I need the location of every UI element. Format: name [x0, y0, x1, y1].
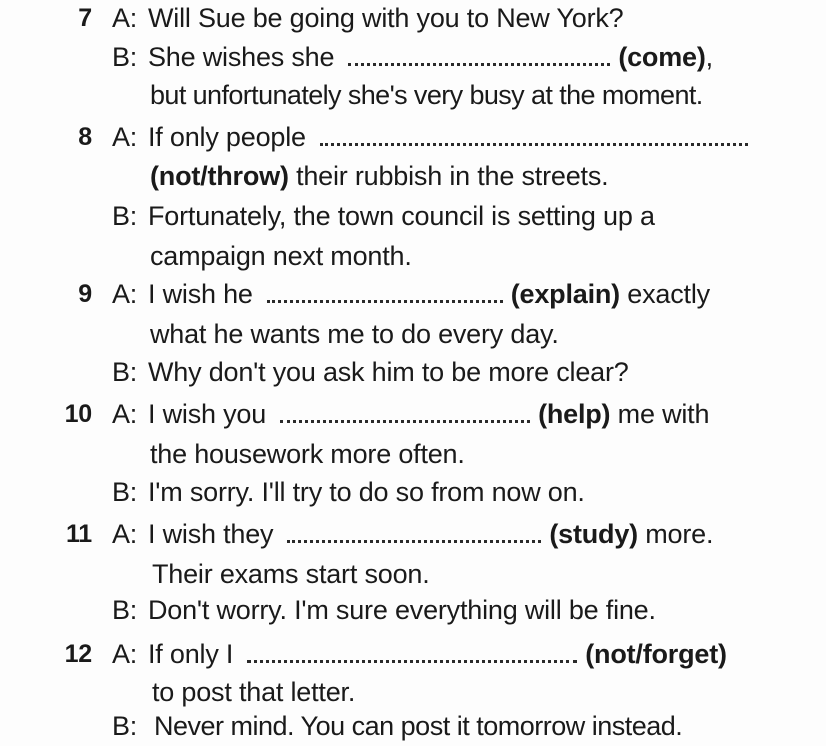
dialogue-text: Never mind. You can post it tomorrow instead. — [154, 711, 683, 741]
answer-blank[interactable] — [287, 534, 541, 543]
speaker-a-label: A: — [112, 639, 138, 669]
verb-hint: (not/forget) — [585, 639, 727, 669]
gap-sentence — [148, 121, 756, 153]
speaker-a-label: A: — [112, 279, 138, 309]
dialogue-text: I wish you — [148, 399, 267, 429]
answer-blank[interactable] — [320, 137, 748, 146]
dialogue-text: Will Sue be going with you to New York? — [148, 3, 624, 33]
speaker-a-label: A: — [112, 122, 138, 152]
speaker-b-label: B: — [112, 711, 138, 741]
dialogue-text: I wish he — [148, 279, 253, 309]
speaker-b-label: B: — [112, 595, 138, 625]
speaker-b-label: B: — [112, 42, 138, 72]
dialogue-text: their rubbish in the streets. — [296, 161, 609, 191]
gap-continuation — [150, 160, 608, 192]
dialogue-text: the housework more often. — [150, 439, 465, 469]
dialogue-text: to post that letter. — [152, 677, 356, 707]
item-number: 9 — [78, 280, 92, 308]
verb-hint: (explain) — [510, 279, 620, 309]
item-number: 7 — [78, 4, 92, 32]
speaker-a-label: A: — [112, 3, 138, 33]
answer-blank[interactable] — [247, 654, 577, 663]
item-number: 10 — [64, 400, 92, 428]
dialogue-text: what he wants me to do every day. — [150, 319, 559, 349]
dialogue-text: Don't worry. I'm sure everything will be fine. — [148, 595, 656, 625]
verb-hint: (help) — [538, 399, 611, 429]
speaker-a-label: A: — [112, 399, 138, 429]
dialogue-text: If only people — [148, 122, 306, 152]
answer-blank[interactable] — [348, 57, 610, 66]
dialogue-text: Why don't you ask him to be more clear? — [148, 357, 629, 387]
dialogue-text: , — [705, 42, 713, 72]
item-number: 8 — [78, 123, 92, 151]
dialogue-text: more. — [645, 519, 714, 549]
dialogue-text: campaign next month. — [150, 241, 412, 271]
dialogue-text: I wish they — [148, 519, 274, 549]
gap-sentence — [148, 278, 710, 310]
gap-sentence — [148, 41, 713, 73]
speaker-b-label: B: — [112, 201, 138, 231]
dialogue-text: I'm sorry. I'll try to do so from now on. — [148, 477, 585, 507]
gap-sentence — [148, 518, 713, 550]
gap-sentence — [148, 638, 727, 670]
dialogue-text: Their exams start soon. — [152, 559, 430, 589]
dialogue-text: exactly — [627, 279, 710, 309]
verb-hint: (come) — [618, 42, 706, 72]
speaker-b-label: B: — [112, 357, 138, 387]
item-number: 12 — [64, 640, 92, 668]
speaker-a-label: A: — [112, 519, 138, 549]
speaker-b-label: B: — [112, 477, 138, 507]
verb-hint: (study) — [549, 519, 638, 549]
verb-hint: (not/throw) — [150, 161, 289, 191]
dialogue-text: but unfortunately she's very busy at the moment. — [150, 80, 703, 110]
dialogue-text: She wishes she — [148, 42, 335, 72]
answer-blank[interactable] — [267, 294, 503, 303]
dialogue-text: If only I — [148, 639, 234, 669]
item-number: 11 — [65, 520, 92, 548]
answer-blank[interactable] — [280, 414, 530, 423]
gap-sentence — [148, 398, 709, 430]
dialogue-text: me with — [617, 399, 710, 429]
dialogue-text: Fortunately, the town council is setting up a — [148, 201, 655, 231]
